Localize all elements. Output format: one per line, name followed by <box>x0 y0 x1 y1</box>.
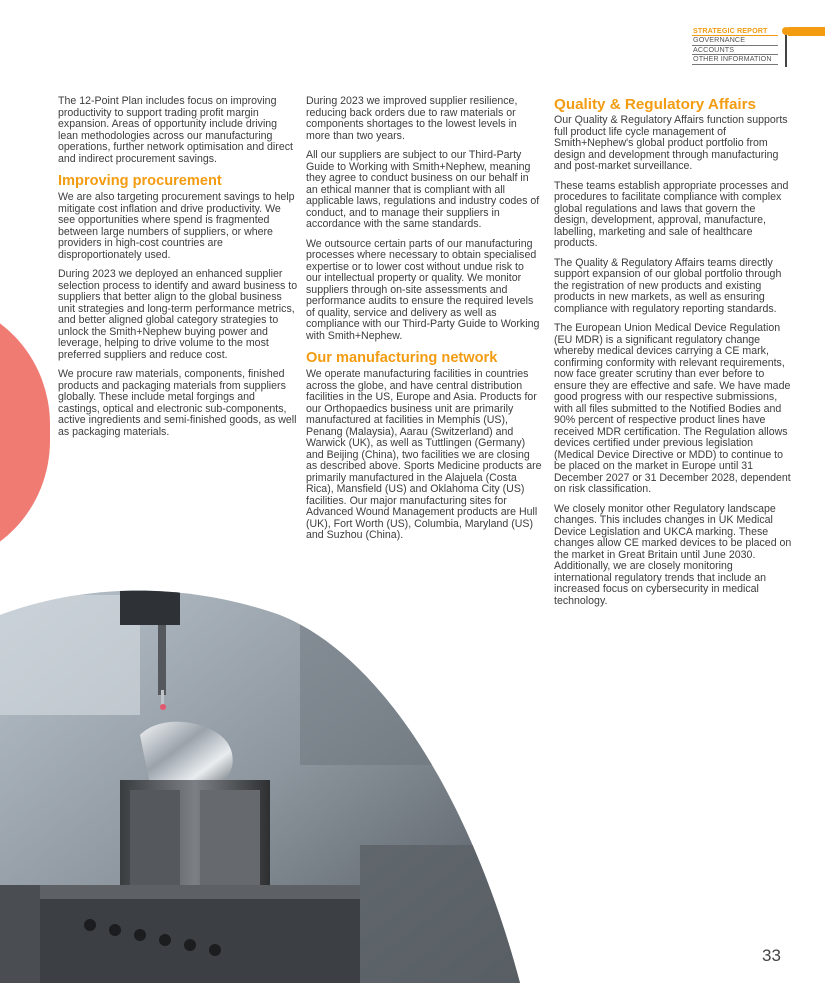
nav-other-information[interactable]: OTHER INFORMATION <box>692 55 778 64</box>
column-middle <box>306 96 542 550</box>
paragraph: We procure raw materials, components, finished products and packaging materials from suppliers globally. These include metal forgings and castings, optical and electronic sub-components, active ingredients and semi-finished goods, as well as packaging materials. <box>58 368 297 438</box>
nav-strategic-report[interactable]: STRATEGIC REPORT <box>692 27 778 36</box>
paragraph: During 2023 we deployed an enhanced supplier selection process to identify and award business to suppliers that better align to the global business unit strategies and long-term performance metrics, and better aligned global category strategies to unlock the Smith+Nephew buying power and leverage, helping to drive volume to the most preferred suppliers and reduce cost. <box>58 268 298 361</box>
heading-improving-procurement: Improving procurement <box>58 173 222 189</box>
nav-accounts[interactable]: ACCOUNTS <box>692 46 778 55</box>
paragraph: These teams establish appropriate processes and procedures to facilitate compliance with complex global regulations and laws that govern the design, development, approval, manufacture, labelling, marketing and sale of healthcare products. <box>554 179 789 249</box>
manufacturing-photo <box>0 585 520 983</box>
column-left <box>58 96 298 446</box>
paragraph: All our suppliers are subject to our Third-Party Guide to Working with Smith+Nephew, meaning they agree to conduct business on our behalf in an ethical manner that is compliant with all applicable laws, regulations and industry codes of conduct, and to manage their suppliers in accordance with the same standards. <box>306 149 540 230</box>
paragraph: The European Union Medical Device Regulation (EU MDR) is a significant regulatory change whereby medical devices carrying a CE mark, confirming conformity with relevant requirements, now face greater scrutiny than ever before to ensure they are effective and safe. We have made good progress with our respective submissions, with all files submitted to the Notified Bodies and 90% percent of respective product lines have received MDR certification. The Regulation allows devices certified under previous legislation (Medical Device Directive or MDD) to continue to be placed on the market in Europe until 31 December 2027 or 31 December 2028, dependent on risk classification. <box>554 322 791 495</box>
page-number: 33 <box>762 946 781 965</box>
nav-governance[interactable]: GOVERNANCE <box>692 36 778 45</box>
heading-quality-regulatory: Quality & Regulatory Affairs <box>554 96 756 113</box>
paragraph: Our Quality & Regulatory Affairs function supports full product life cycle management of Smith+Nephew's global product portfolio from design and development through manufacturing and post-market surveillance. <box>554 114 788 172</box>
section-navigation <box>692 27 778 65</box>
nav-active-dot <box>782 27 790 35</box>
decorative-pink-shape <box>0 300 50 565</box>
nav-active-tab-marker <box>788 27 825 36</box>
paragraph: We outsource certain parts of our manufacturing processes where necessary to obtain specialised expertise or to lower cost without undue risk to our intellectual property or quality. We monitor suppliers through on-site assessments and performance audits to ensure the required levels of quality, service and delivery as well as compliance with our Third-Party Guide to Working with Smith+Nephew. <box>306 237 540 342</box>
column-right <box>554 96 792 615</box>
paragraph: The Quality & Regulatory Affairs teams directly support expansion of our global portfolio through the registration of new products and existing products in new markets, as well as ensuring compliance with regulatory reporting standards. <box>554 256 782 315</box>
heading-manufacturing-network: Our manufacturing network <box>306 350 498 366</box>
paragraph: The 12-Point Plan includes focus on improving productivity to support trading profit margin expansion. Areas of opportunity include driving lean methodologies across our manufacturing operations, further network optimisation and direct and indirect procurement savings. <box>58 95 293 165</box>
paragraph: We closely monitor other Regulatory landscape changes. This includes changes in UK Medical Device Legislation and UKCA marking. These changes allow CE marked devices to be placed on the market in Great Britain until June 2030. Additionally, we are closely monitoring international regulatory trends that include an increased focus on cybersecurity in medical technology. <box>554 502 792 607</box>
paragraph: We are also targeting procurement savings to help mitigate cost inflation and drive productivity. We see opportunities where spend is fragmented between large numbers of suppliers, or where providers in high-cost countries are disproportionately used. <box>58 191 295 261</box>
paragraph: We operate manufacturing facilities in countries across the globe, and have central distribution facilities in the US, Europe and Asia. Products for our Orthopaedics business unit are primarily manufactured at facilities in Memphis (US), Penang (Malaysia), Aarau (Switzerland) and Warwick (UK), as well as Tuttlingen (Germany) and Beijing (China), two facilities we are closing as described above. Sports Medicine products are primarily manufactured in the Alajuela (Costa Rica), Mansfield (US) and Oklahoma City (US) facilities. Our major manufacturing sites for Advanced Wound Management products are Hull (UK), Fort Worth (US), Columbia, Maryland (US) and Suzhou (China). <box>306 368 542 541</box>
paragraph: During 2023 we improved supplier resilience, reducing back orders due to raw materials or components shortages to the lowest levels in more than two years. <box>306 95 518 142</box>
